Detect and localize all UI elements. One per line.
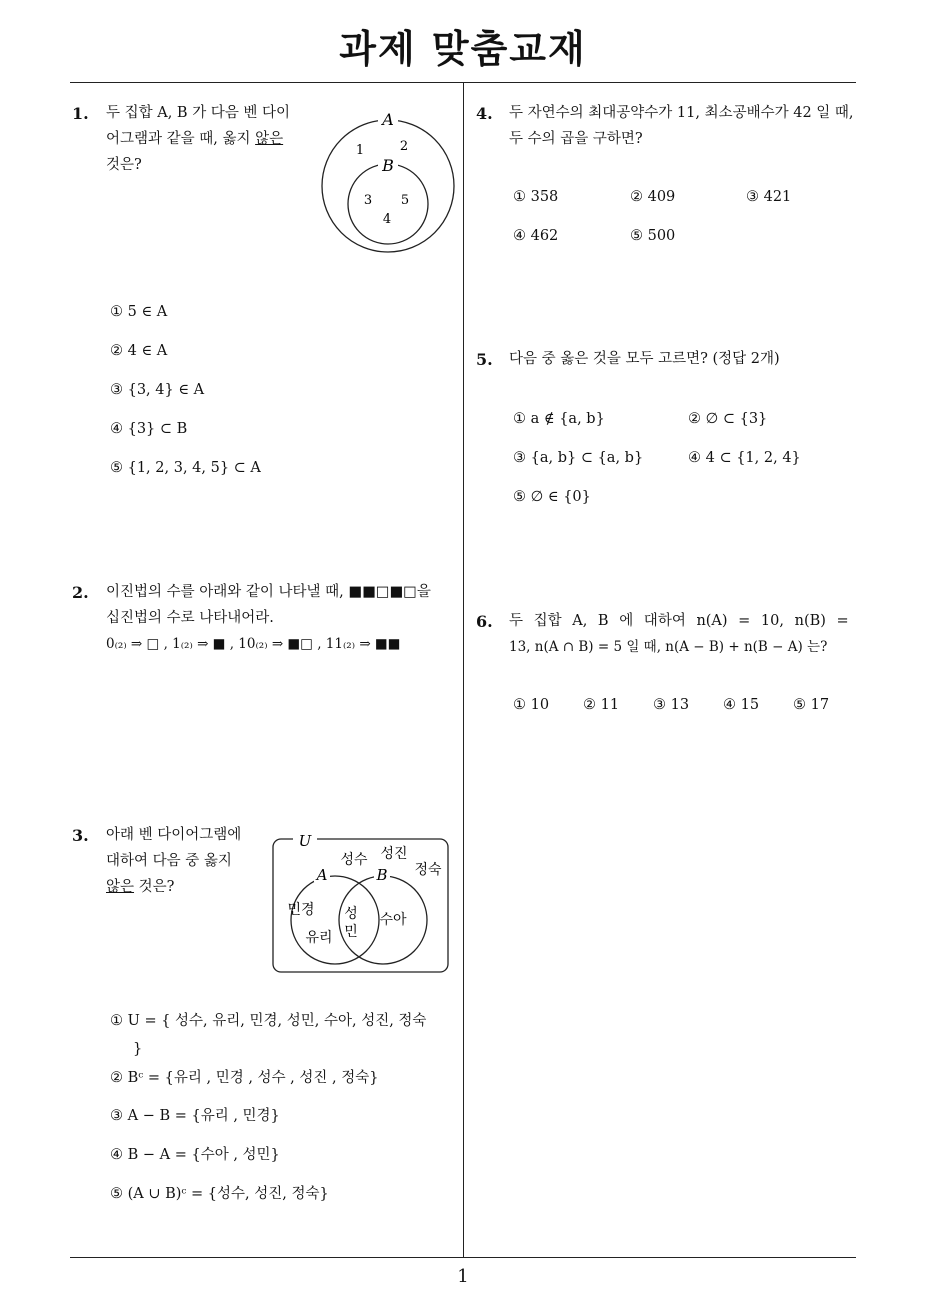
- underlined-word: 않은: [106, 879, 135, 895]
- set-a-circle: [291, 876, 379, 964]
- venn-diagram: [271, 834, 451, 974]
- question-text: [106, 100, 306, 178]
- answer-option[interactable]: ② ∅ ⊂ {3}: [688, 411, 768, 427]
- question-text-line: 두 자연수의 최대공약수가 11, 최소공배수가 42 일 때,: [509, 105, 854, 121]
- venn-element: 4: [382, 212, 392, 227]
- answer-option[interactable]: ② 4 ∈ A: [110, 343, 168, 359]
- question-text-line: 십진법의 수로 나타내어라.: [106, 610, 274, 626]
- set-a-label: A: [316, 866, 328, 884]
- answer-option[interactable]: ③ {a, b} ⊂ {a, b}: [513, 450, 644, 466]
- universe-label: U: [298, 834, 312, 850]
- venn-element: 유리: [305, 930, 333, 946]
- question-text: [106, 579, 458, 657]
- page-title: 과제 맞춤교재: [339, 27, 587, 71]
- inner-set-label: B: [382, 156, 394, 175]
- question-text-line: 두 수의 곱을 구하면?: [509, 131, 643, 147]
- answer-option[interactable]: ③ 421: [746, 189, 792, 205]
- venn-element: 수아: [379, 912, 407, 928]
- answer-option[interactable]: ④ 15: [723, 697, 760, 713]
- column-divider: [463, 82, 464, 1257]
- question-text-line: 0₍₂₎ ⇒ □ , 1₍₂₎ ⇒ ■ , 10₍₂₎ ⇒ ■□ , 11₍₂₎ ⇒ ■■: [106, 636, 401, 652]
- question-text-line: 아래 벤 다이어그램에: [106, 827, 242, 843]
- question-text-line: 두 집합 A, B 가 다음 벤 다이: [106, 105, 291, 121]
- venn-element: 정숙: [414, 862, 442, 878]
- venn-element: 성수: [340, 852, 368, 868]
- venn-element: 1: [355, 143, 365, 158]
- page-number: 1: [457, 1266, 469, 1287]
- venn-element: 3: [363, 193, 373, 208]
- question-text-line: 13, n(A ∩ B) = 5 일 때, n(A − B) + n(B − A) 는?: [509, 639, 828, 655]
- question-text: [509, 608, 859, 660]
- venn-element: 성: [344, 906, 358, 922]
- answer-option[interactable]: ⑤ (A ∪ B)ᶜ = {성수, 성진, 정숙}: [110, 1186, 329, 1202]
- question-number: 6.: [476, 612, 493, 631]
- question-number: 3.: [72, 826, 89, 845]
- question-text-line: 이진법의 수를 아래와 같이 나타낼 때, ■■□■□을: [106, 584, 431, 600]
- answer-option-continuation: }: [133, 1041, 143, 1057]
- inner-set-circle: [348, 164, 428, 244]
- answer-option[interactable]: ① 358: [513, 189, 559, 205]
- answer-option[interactable]: ④ B − A = {수아 , 성민}: [110, 1147, 280, 1163]
- answer-option[interactable]: ③ {3, 4} ∈ A: [110, 382, 205, 398]
- answer-option[interactable]: ③ A − B = {유리 , 민경}: [110, 1108, 280, 1124]
- question-number: 1.: [72, 104, 89, 123]
- venn-diagram: [318, 106, 458, 256]
- venn-element: 성진: [380, 846, 408, 862]
- question-text-line: 다음 중 옳은 것을 모두 고르면? (정답 2개): [509, 351, 780, 367]
- answer-option[interactable]: ⑤ 500: [630, 228, 676, 244]
- set-b-label: B: [376, 866, 388, 884]
- outer-set-label: A: [382, 110, 394, 129]
- question-number: 4.: [476, 104, 493, 123]
- question-text-line: 대하여 다음 중 옳지: [106, 853, 232, 869]
- question-text-line: [106, 874, 266, 900]
- venn-element: 민: [344, 924, 358, 940]
- outer-set-circle: [322, 120, 454, 252]
- answer-option[interactable]: ① 5 ∈ A: [110, 304, 168, 320]
- answer-option[interactable]: ① 10: [513, 697, 550, 713]
- answer-option[interactable]: ⑤ ∅ ∈ {0}: [513, 489, 591, 505]
- question-text: [509, 100, 859, 152]
- question-text-segment: 어그램과 같을 때, 옳지: [106, 131, 256, 147]
- answer-option[interactable]: ① U = { 성수, 유리, 민경, 성민, 수아, 성진, 정숙: [110, 1013, 427, 1029]
- answer-option[interactable]: ② Bᶜ = {유리 , 민경 , 성수 , 성진 , 정숙}: [110, 1070, 379, 1086]
- answer-option[interactable]: ⑤ 17: [793, 697, 830, 713]
- answer-option[interactable]: ② 409: [630, 189, 676, 205]
- question-text: [106, 822, 266, 900]
- answer-option[interactable]: ④ 462: [513, 228, 559, 244]
- answer-option[interactable]: ④ {3} ⊂ B: [110, 421, 188, 437]
- underlined-word: 않은: [255, 131, 284, 147]
- question-text-line: 것은?: [106, 157, 142, 173]
- venn-element: 2: [399, 139, 409, 154]
- question-text-line: [106, 126, 306, 152]
- question-text-segment: 것은?: [134, 879, 175, 895]
- question-text: [509, 346, 859, 372]
- answer-option[interactable]: ① a ∉ {a, b}: [513, 411, 605, 427]
- answer-option[interactable]: ④ 4 ⊂ {1, 2, 4}: [688, 450, 801, 466]
- question-text-line: 두 집합 A, B 에 대하여 n(A) = 10, n(B) =: [509, 613, 849, 629]
- answer-option[interactable]: ② 11: [583, 697, 620, 713]
- question-number: 5.: [476, 350, 493, 369]
- footer-divider: [70, 1257, 856, 1258]
- answer-option[interactable]: ⑤ {1, 2, 3, 4, 5} ⊂ A: [110, 460, 261, 476]
- question-number: 2.: [72, 583, 89, 602]
- venn-element: 민경: [287, 902, 315, 918]
- venn-element: 5: [400, 193, 410, 208]
- answer-option[interactable]: ③ 13: [653, 697, 690, 713]
